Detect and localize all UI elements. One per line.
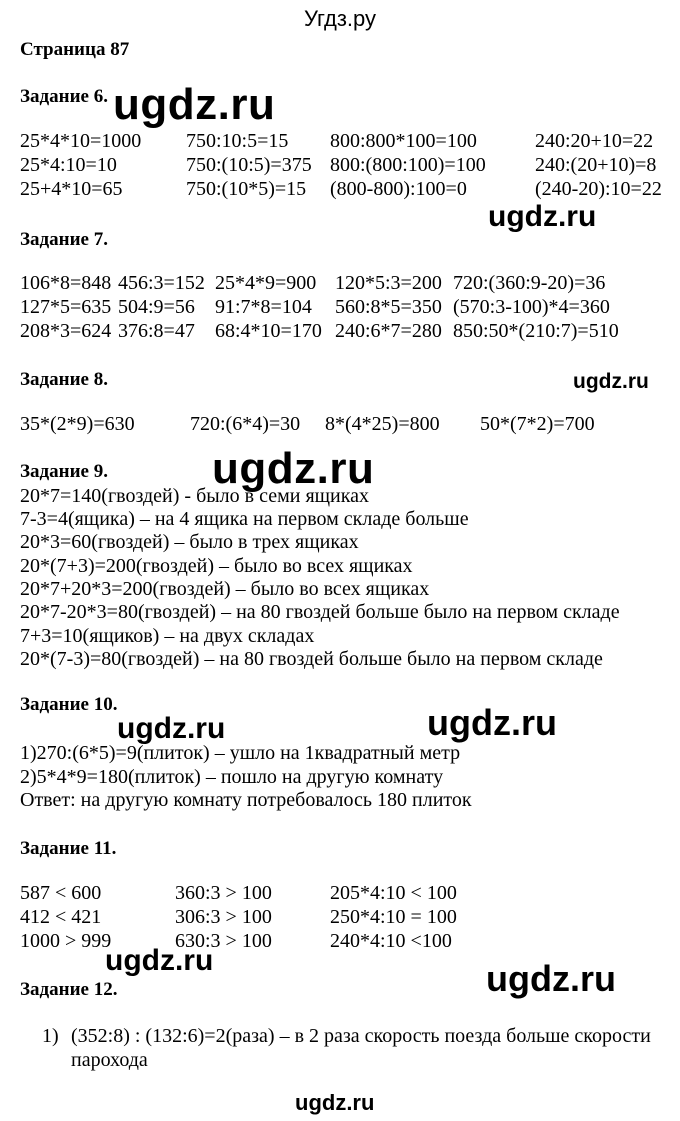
task6-cell: (800-800):100=0 [330,178,467,200]
task7-cell: 25*4*9=900 [215,272,317,294]
task12-item-line: (352:8) : (132:6)=2(раза) – в 2 раза скорость поезда больше скорости [71,1025,651,1047]
task7-cell: 91:7*8=104 [215,296,312,318]
site-title[interactable]: Угдз.ру [303,6,377,31]
task6-heading: Задание 6. [20,86,108,107]
task7-row [0,296,680,320]
watermark: ugdz.ru [427,702,557,743]
task7-cell: 208*3=624 [20,320,112,342]
task11-row [0,882,680,906]
task6-cell: 240:(20+10)=8 [535,154,657,176]
task6-cell: 240:20+10=22 [535,130,654,152]
task6-cell: 750:(10*5)=15 [186,178,307,200]
task7-cell: 376:8=47 [118,320,195,342]
task11-cell: 205*4:10 < 100 [330,882,457,904]
task8-heading: Задание 8. [20,369,108,390]
task6-row [0,130,680,154]
page-heading: Страница 87 [20,39,130,60]
task9-line: 20*3=60(гвоздей) – было в трех ящиках [20,531,359,553]
watermark: ugdz.ru [113,80,276,129]
task11-cell: 250*4:10 = 100 [330,906,457,928]
task9-line: 20*7-20*3=80(гвоздей) – на 80 гвоздей больше было на первом складе [20,601,620,623]
task11-row [0,906,680,930]
task6-cell: 25*4*10=1000 [20,130,142,152]
task9-line: 7-3=4(ящика) – на 4 ящика на первом складе больше [20,508,469,530]
task10-heading: Задание 10. [20,694,118,715]
task7-cell: 240:6*7=280 [335,320,442,342]
task11-row [0,930,680,954]
task7-cell: 106*8=848 [20,272,112,294]
task7-cell: 720:(360:9-20)=36 [453,272,606,294]
watermark: ugdz.ru [212,444,375,493]
task7-row [0,320,680,344]
task7-cell: 68:4*10=170 [215,320,322,342]
task6-row [0,154,680,178]
task7-cell: 127*5=635 [20,296,112,318]
task6-cell: 800:(800:100)=100 [330,154,486,176]
task9-heading: Задание 9. [20,461,108,482]
task8-cell: 35*(2*9)=630 [20,413,135,435]
task9-line: 20*7+20*3=200(гвоздей) – было во всех ящиках [20,578,430,600]
watermark: ugdz.ru [486,958,616,999]
task6-cell: 750:(10:5)=375 [186,154,312,176]
task11-cell: 306:3 > 100 [175,906,272,928]
task8-cell: 50*(7*2)=700 [480,413,595,435]
task6-cell: 800:800*100=100 [330,130,477,152]
watermark: ugdz.ru [488,200,597,233]
task6-cell: (240-20):10=22 [535,178,662,200]
task9-line: 20*(7-3)=80(гвоздей) – на 80 гвоздей больше было на первом складе [20,648,603,670]
task11-cell: 412 < 421 [20,906,102,928]
task7-cell: 504:9=56 [118,296,195,318]
task7-cell: (570:3-100)*4=360 [453,296,610,318]
task11-cell: 360:3 > 100 [175,882,272,904]
task9-line: 7+3=10(ящиков) – на двух складах [20,625,315,647]
task8-cell: 720:(6*4)=30 [190,413,301,435]
task11-heading: Задание 11. [20,838,117,859]
task6-cell: 25+4*10=65 [20,178,123,200]
task10-line: 2)5*4*9=180(плиток) – пошло на другую комнату [20,766,444,788]
task7-heading: Задание 7. [20,229,108,250]
task7-cell: 120*5:3=200 [335,272,442,294]
task12-heading: Задание 12. [20,979,118,1000]
task6-cell: 750:10:5=15 [186,130,289,152]
task12-item-number: 1) [42,1025,59,1047]
task10-line: 1)270:(6*5)=9(плиток) – ушло на 1квадратный метр [20,742,461,764]
task7-cell: 850:50*(210:7)=510 [453,320,619,342]
watermark: ugdz.ru [105,944,214,977]
task11-cell: 630:3 > 100 [175,930,272,952]
task6-row [0,178,680,202]
task9-line: 20*7=140(гвоздей) - было в семи ящиках [20,485,370,507]
watermark: ugdz.ru [573,370,649,393]
task11-cell: 587 < 600 [20,882,102,904]
watermark: ugdz.ru [117,712,226,745]
task9-line: 20*(7+3)=200(гвоздей) – было во всех ящиках [20,555,413,577]
task12-item-line: парохода [71,1049,148,1071]
task11-cell: 1000 > 999 [20,930,112,952]
task6-cell: 25*4:10=10 [20,154,117,176]
task7-cell: 456:3=152 [118,272,205,294]
task7-row [0,272,680,296]
watermark-footer: ugdz.ru [295,1090,375,1115]
task7-cell: 560:8*5=350 [335,296,442,318]
task8-cell: 8*(4*25)=800 [325,413,440,435]
task8-row [0,413,680,437]
task10-line: Ответ: на другую комнату потребовалось 180 плиток [20,789,472,811]
task11-cell: 240*4:10 <100 [330,930,452,952]
